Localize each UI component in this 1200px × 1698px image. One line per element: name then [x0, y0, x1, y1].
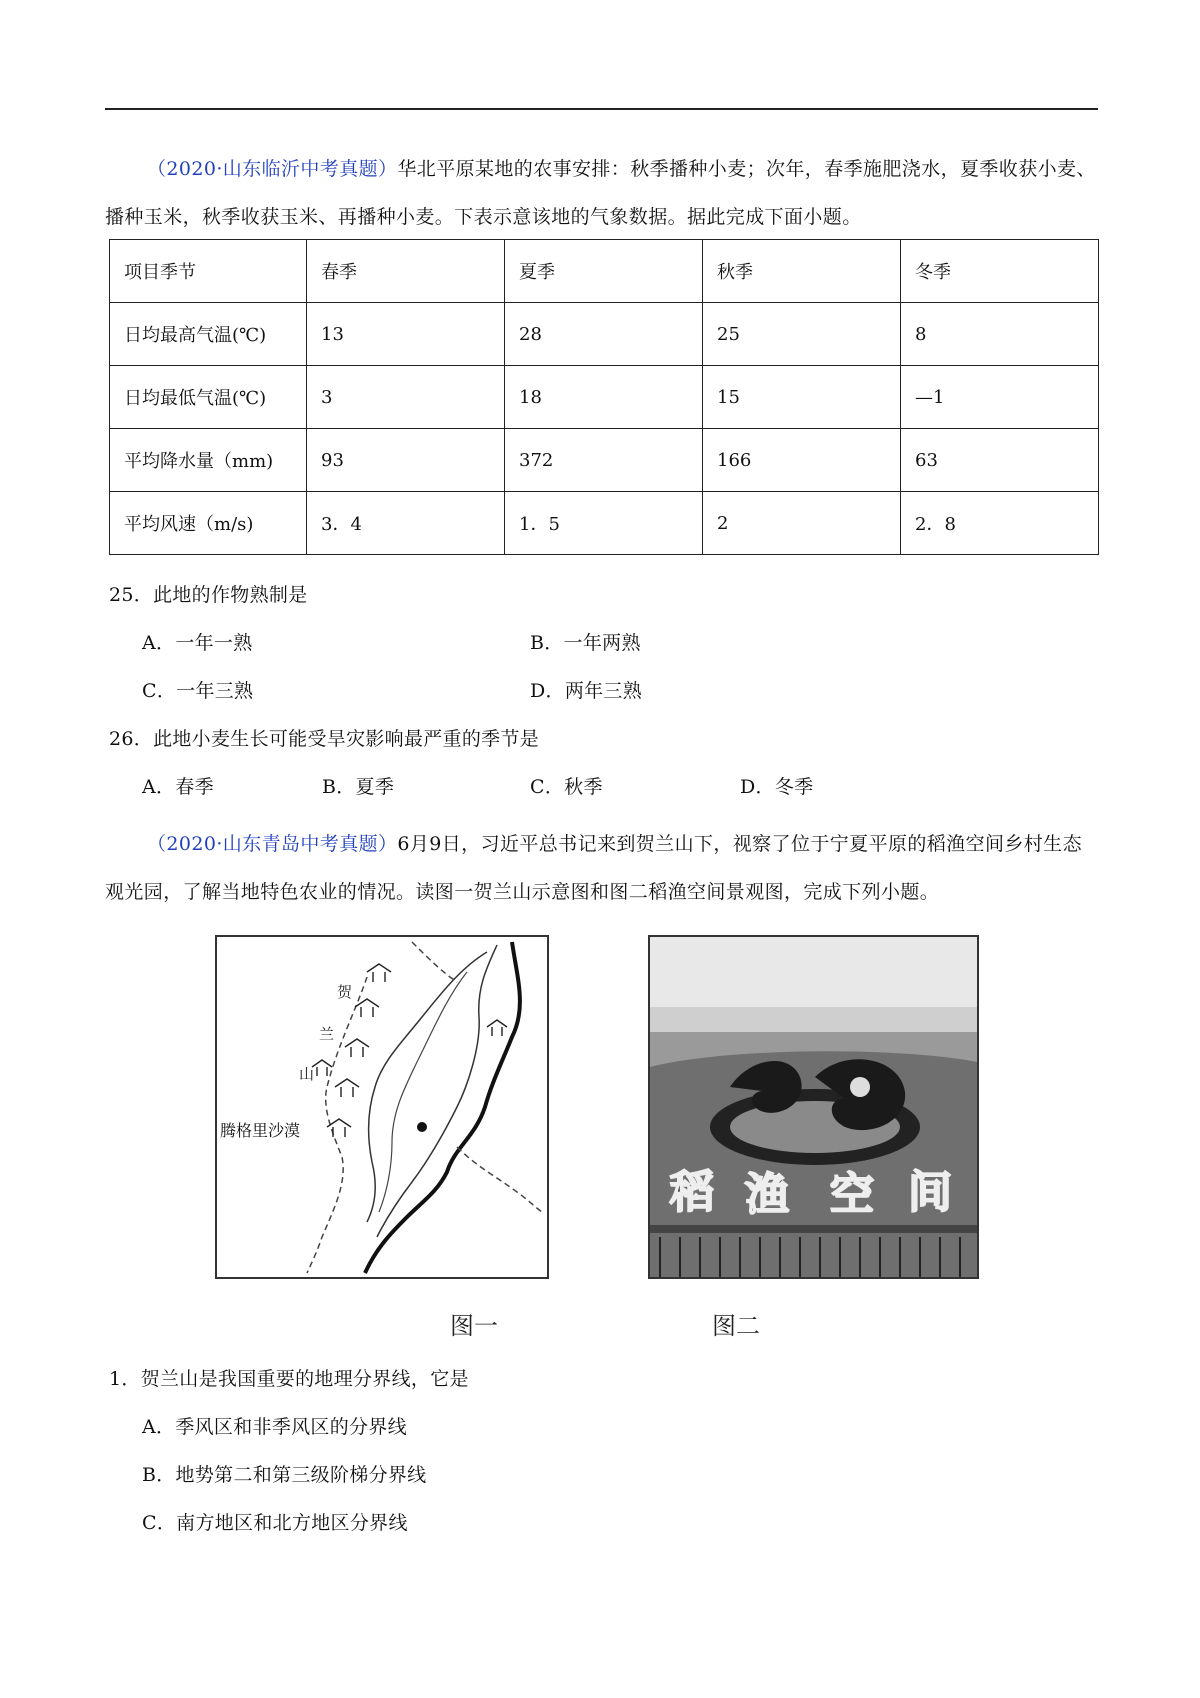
landscape-illustration [650, 937, 977, 1277]
table-cell: 项目季节 [110, 240, 307, 303]
question-25-option-c: C．一年三熟 [142, 680, 254, 702]
canal-line [377, 945, 497, 1237]
question-1-stem: 1．贺兰山是我国重要的地理分界线，它是 [109, 1368, 469, 1390]
table-cell: 平均风速（m/s) [110, 492, 307, 555]
figure-1-map [215, 935, 549, 1279]
table-cell: 15 [703, 366, 901, 429]
map-label-lan: 兰 [319, 1025, 335, 1043]
table-cell: 93 [307, 429, 505, 492]
question-25-option-b: B．一年两熟 [530, 632, 641, 654]
province-border [457, 1147, 542, 1212]
question-25-option-d: D．两年三熟 [530, 680, 643, 702]
sign-char: 渔 [745, 1169, 789, 1220]
figure-2-caption: 图二 [712, 1312, 760, 1340]
table-cell: 平均降水量（mm) [110, 429, 307, 492]
question-1-option-a: A．季风区和非季风区的分界线 [142, 1416, 407, 1438]
city-dot [417, 1122, 427, 1132]
source-tag: （2020·山东青岛中考真题） [147, 833, 398, 855]
table-cell: 8 [901, 303, 1099, 366]
question-26-option-c: C．秋季 [530, 776, 603, 798]
sign-char: 空 [830, 1169, 874, 1220]
table-header-row [110, 240, 1099, 303]
table-cell: 25 [703, 303, 901, 366]
intro-paragraph-2 [105, 820, 1100, 916]
table-cell: 372 [505, 429, 703, 492]
table-cell: 夏季 [505, 240, 703, 303]
sign-char: 间 [908, 1167, 952, 1218]
table-cell: —1 [901, 366, 1099, 429]
boundary-line [367, 952, 487, 1222]
table-cell: 13 [307, 303, 505, 366]
table-row [110, 303, 1099, 366]
map-label-he: 贺 [337, 983, 353, 1001]
table-cell: 166 [703, 429, 901, 492]
header-rule [105, 108, 1098, 110]
table-cell: 2 [703, 492, 901, 555]
desert-label: 腾格里沙漠 [220, 1121, 301, 1140]
table-cell: 1．5 [505, 492, 703, 555]
province-border [412, 942, 457, 982]
table-row [110, 366, 1099, 429]
question-26-option-a: A．春季 [142, 776, 214, 798]
table-cell: 3 [307, 366, 505, 429]
table-cell: 28 [505, 303, 703, 366]
intro-paragraph-1 [105, 145, 1100, 241]
question-25-stem: 25．此地的作物熟制是 [109, 584, 308, 606]
table-cell: 63 [901, 429, 1099, 492]
weather-table [109, 239, 1099, 555]
question-1-option-b: B．地势第二和第三级阶梯分界线 [142, 1464, 427, 1486]
question-26-option-b: B．夏季 [322, 776, 395, 798]
table-cell: 日均最低气温(℃) [110, 366, 307, 429]
question-25-option-a: A．一年一熟 [142, 632, 253, 654]
table-cell: 3．4 [307, 492, 505, 555]
intro-text: 华北平原某地的农事安排：秋季播种小麦；次年，春季施肥浇水，夏季收获小麦、播种玉米，秋季收获玉米、再播种小麦。下表示意该地的气象数据。据此完成下面小题。 [105, 158, 1096, 228]
question-1-option-c: C．南方地区和北方地区分界线 [142, 1512, 408, 1534]
table-cell: 18 [505, 366, 703, 429]
map-label-shan: 山 [299, 1065, 315, 1083]
question-26-stem: 26．此地小麦生长可能受旱灾影响最严重的季节是 [109, 728, 540, 750]
table-row [110, 492, 1099, 555]
source-tag: （2020·山东临沂中考真题） [147, 158, 398, 180]
table-row [110, 429, 1099, 492]
table-cell: 日均最高气温(℃) [110, 303, 307, 366]
table-cell: 冬季 [901, 240, 1099, 303]
figure-2-photo [648, 935, 979, 1279]
sign-char: 稻 [670, 1167, 714, 1218]
table-cell: 秋季 [703, 240, 901, 303]
map-sketch [217, 937, 547, 1277]
table-cell: 2．8 [901, 492, 1099, 555]
table-cell: 春季 [307, 240, 505, 303]
canal-line [379, 972, 467, 1212]
figure-1-caption: 图一 [450, 1312, 498, 1340]
question-26-option-d: D．冬季 [740, 776, 814, 798]
intro-text: 6月9日，习近平总书记来到贺兰山下，视察了位于宁夏平原的稻渔空间乡村生态观光园，了解当地特色农业的情况。读图一贺兰山示意图和图二稻渔空间景观图，完成下列小题。 [105, 833, 1082, 903]
